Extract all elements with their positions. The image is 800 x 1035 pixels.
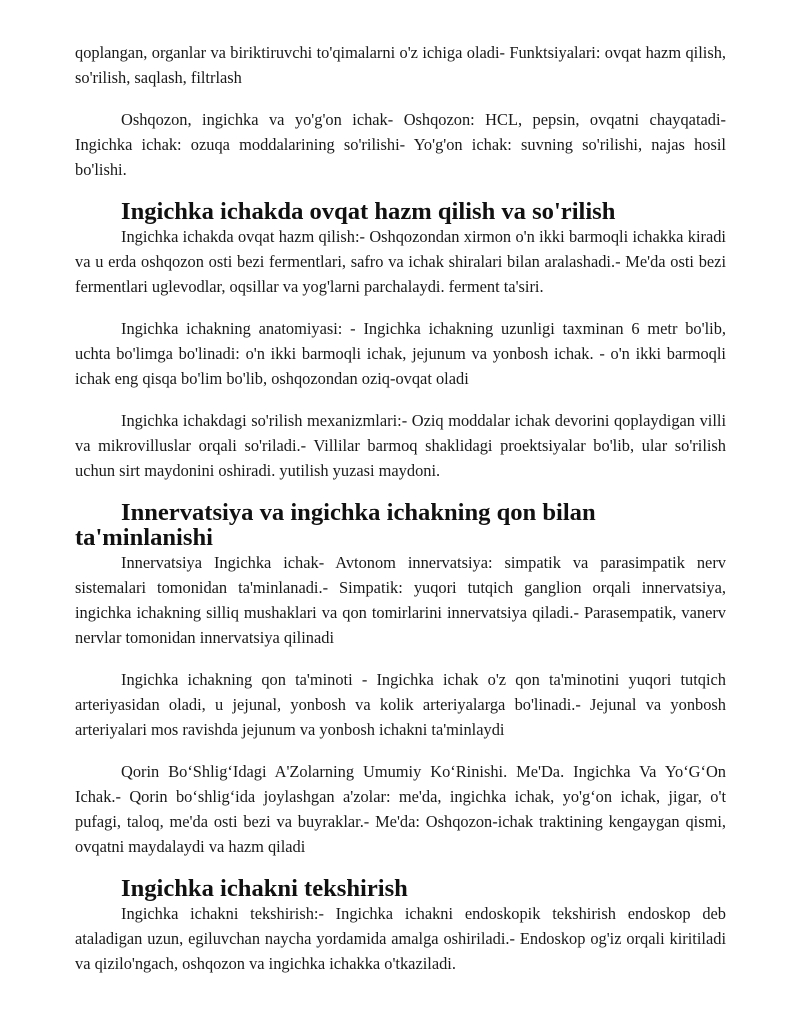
paragraph-continued: qoplangan, organlar va biriktiruvchi to'qimalarni o'z ichiga oladi- Funktsiyalari: ovqat hazm qilish, so'rilish, saqlash, filtrlash (75, 43, 726, 87)
section-heading-innervation: Innervatsiya va ingichka ichakning qon bilan ta'minlanishi (75, 499, 596, 551)
paragraph-examination: Ingichka ichakni tekshirish:- Ingichka ichakni endoskopik tekshirish endoskop deb ataladigan uzun, egiluvchan naycha yordamida amalga oshiriladi.- Endoskop og'iz orqali kiritiladi va qizilo'ngach, oshqozon va ingichka ichakka o'tkaziladi. (75, 904, 726, 973)
paragraph-blood-supply: Ingichka ichakning qon ta'minoti - Ingichka ichak o'z qon ta'minotini yuqori tutqich arteriyasidan oladi, u jejunal, yonbosh va kolik arteriyalarga bo'linadi.- Jejunal va yonbosh arteriyalari mos ravishda jejunum va yonbosh ichakni ta'minlaydi (75, 670, 726, 739)
paragraph-digestion: Ingichka ichakda ovqat hazm qilish:- Oshqozondan xirmon o'n ikki barmoqli ichakka kiradi va u erda oshqozon osti bezi fermentlari, safro va ichak shiralari bilan aralashadi.- Me'da osti bezi fermentlari uglevodlar, oqsillar va yog'larni parchalaydi. ferment ta'siri. (75, 227, 726, 296)
paragraph-digestive-organs: Oshqozon, ingichka va yo'g'on ichak- Oshqozon: HCL, pepsin, ovqatni chayqatadi- Ingichka ichak: ozuqa moddalarining so'rilishi- Yo'g'on ichak: suvning so'rilishi, najas hosil bo'lishi. (75, 110, 726, 179)
paragraph-absorption: Ingichka ichakdagi so'rilish mexanizmlari:- Oziq moddalar ichak devorini qoplaydigan villi va mikrovilluslar orqali so'riladi.- Villilar barmoq shaklidagi proektsiyalar bo'lib, ular so'rilish uchun sirt maydonini oshiradi. yutilish yuzasi maydoni. (75, 411, 726, 480)
document-page (75, 40, 726, 976)
paragraph-anatomy: Ingichka ichakning anatomiyasi: - Ingichka ichakning uzunligi taxminan 6 metr bo'lib, uchta bo'limga bo'linadi: o'n ikki barmoqli ichak, jejunum va yonbosh ichak. - o'n ikki barmoqli ichak eng qisqa bo'lim bo'lib, oshqozondan oziq-ovqat oladi (75, 319, 726, 388)
paragraph-abdominal-organs: Qorin Bo‘Shlig‘Idagi A'Zolarning Umumiy Ko‘Rinishi. Me'Da. Ingichka Va Yo‘G‘On Ichak.- Qorin bo‘shlig‘ida joylashgan a'zolar: me'da, ingichka ichak, yo'g‘on ichak, jigar, o't pufagi, taloq, me'da osti bezi va buyraklar.- Me'da: Oshqozon-ichak traktining kengaygan qismi, ovqatni maydalaydi va hazm qiladi (75, 762, 726, 856)
section-heading-examination: Ingichka ichakni tekshirish (121, 875, 408, 902)
paragraph-innervation: Innervatsiya Ingichka ichak- Avtonom innervatsiya: simpatik va parasimpatik nerv sistemalari tomonidan ta'minlanadi.- Simpatik: yuqori tutqich ganglion orqali innervatsiya, ingichka ichakning silliq mushaklari va qon tomirlarini innervatsiya qiladi.- Parasempatik, vanerv nervlar tomonidan innervatsiya qilinadi (75, 553, 726, 647)
section-heading-digestion: Ingichka ichakda ovqat hazm qilish va so'rilish (121, 198, 616, 225)
